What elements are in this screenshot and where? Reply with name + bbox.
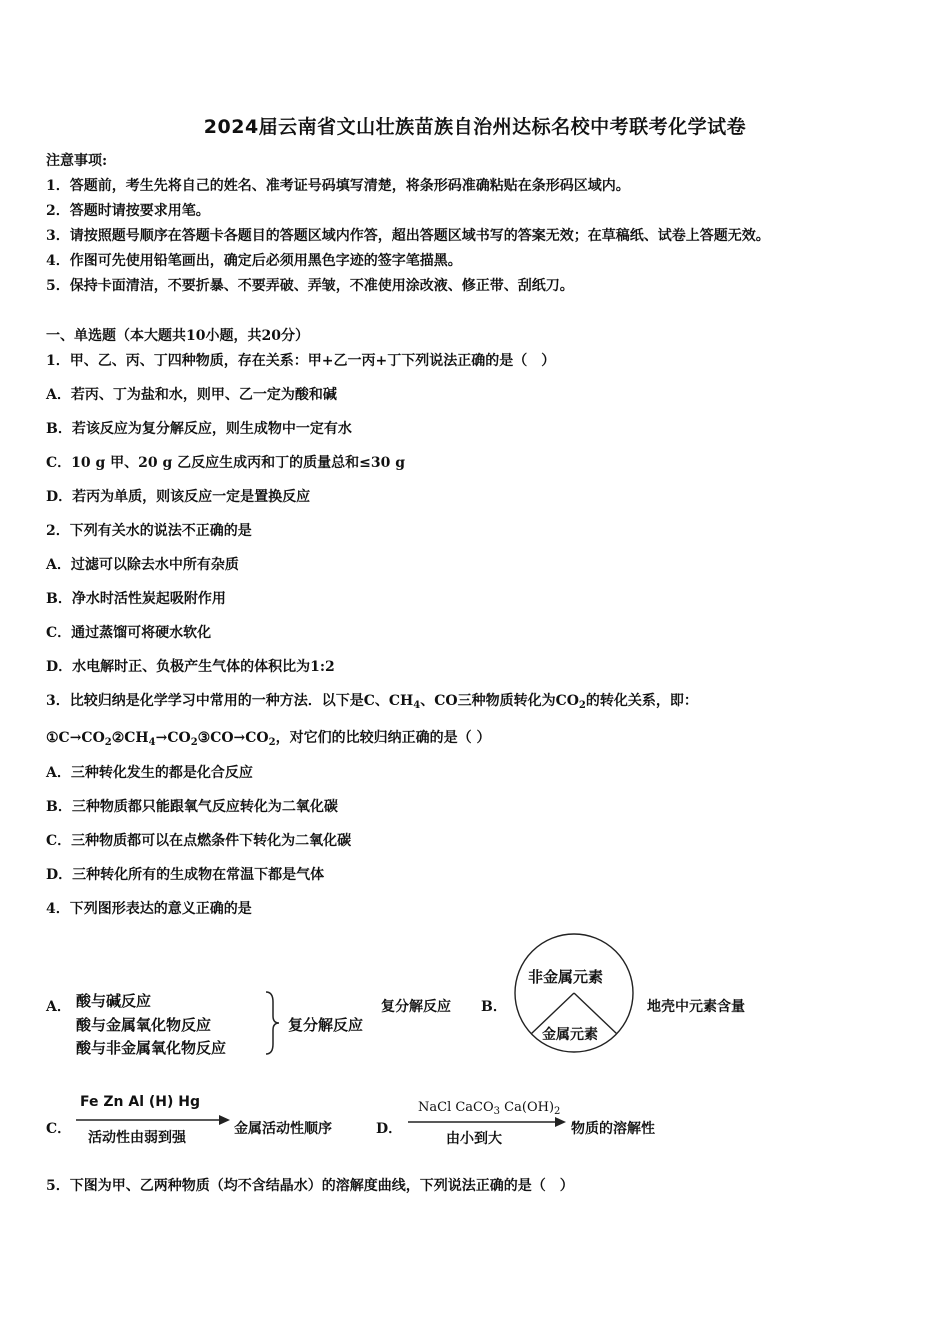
- q4-a-brace-label: 复分解反应: [288, 1016, 364, 1034]
- q4-d-caption: 物质的溶解性: [571, 1121, 655, 1137]
- q4-a-item: 酸与非金属氧化物反应: [76, 1039, 227, 1057]
- q4-c-caption: 金属活动性顺序: [234, 1121, 332, 1137]
- question-1-option-c: C．10 g 甲、20 g 乙反应生成丙和丁的质量总和≤30 g: [46, 455, 406, 471]
- question-3-option-c: C．三种物质都可以在点燃条件下转化为二氧化碳: [46, 833, 352, 849]
- q4-b-caption: 地壳中元素含量: [647, 999, 745, 1015]
- section-heading: 一、单选题（本大题共10小题，共20分）: [46, 328, 309, 344]
- question-3-stem: 3．比较归纳是化学学习中常用的一种方法．以下是C、$CH_4$、CO三种物质转化为$CO_2$的转化关系，即：: [46, 693, 698, 711]
- q4-a-caption: 复分解反应: [381, 999, 451, 1015]
- q4-c-metals: Fe Zn Al (H) Hg: [80, 1094, 200, 1110]
- q4-option-d-letter: D．: [376, 1121, 403, 1137]
- question-3-option-b: B．三种物质都只能跟氧气反应转化为二氧化碳: [46, 799, 338, 815]
- page-title: 2024届云南省文山壮族苗族自治州达标名校中考联考化学试卷: [203, 116, 747, 138]
- question-1-option-a: A．若丙、丁为盐和水，则甲、乙一定为酸和碱: [46, 387, 337, 403]
- q4-option-c-letter: C．: [46, 1121, 72, 1137]
- notice-heading: 注意事项:: [46, 153, 108, 169]
- notice-item: 4．作图可先使用铅笔画出，确定后必须用黑色字迹的签字笔描黑。: [46, 253, 462, 269]
- question-3-option-a: A．三种转化发生的都是化合反应: [46, 765, 253, 781]
- arrow-right-icon: [76, 1114, 232, 1126]
- question-3-reactions: $①C\to CO_2②CH_4\to CO_2③CO\to CO_2$，对它们的比较归纳正确的是（ ）: [46, 730, 491, 748]
- arrow-right-icon: [408, 1116, 568, 1128]
- question-2-stem: 2．下列有关水的说法不正确的是: [46, 523, 252, 539]
- q4-c-direction: 活动性由弱到强: [88, 1130, 186, 1146]
- notice-item: 1．答题前，考生先将自己的姓名、准考证号码填写清楚，将条形码准确粘贴在条形码区域内。: [46, 178, 630, 194]
- question-2-option-d: D．水电解时正、负极产生气体的体积比为1:2: [46, 659, 335, 675]
- question-3-option-d: D．三种转化所有的生成物在常温下都是气体: [46, 867, 325, 883]
- question-2-option-b: B．净水时活性炭起吸附作用: [46, 591, 226, 607]
- notice-item: 3．请按照题号顺序在答题卡各题目的答题区域内作答，超出答题区域书写的答案无效；在草稿纸、试卷上答题无效。: [46, 228, 770, 244]
- q4-a-item: 酸与碱反应: [76, 992, 152, 1010]
- pie-label-nonmetal: 非金属元素: [528, 968, 604, 986]
- q4-a-item: 酸与金属氧化物反应: [76, 1016, 212, 1034]
- question-5-stem: 5．下图为甲、乙两种物质（均不含结晶水）的溶解度曲线，下列说法正确的是（ ）: [46, 1178, 574, 1194]
- q4-option-b-letter: B．: [481, 999, 507, 1015]
- curly-brace-icon: [262, 990, 282, 1056]
- question-4-stem: 4．下列图形表达的意义正确的是: [46, 901, 252, 917]
- q4-d-direction: 由小到大: [446, 1131, 502, 1147]
- question-1-stem: 1．甲、乙、丙、丁四种物质，存在关系：甲+乙一丙+丁下列说法正确的是（ ）: [46, 353, 556, 369]
- pie-label-metal: 金属元素: [542, 1027, 598, 1043]
- question-2-option-a: A．过滤可以除去水中所有杂质: [46, 557, 239, 573]
- q4-d-compounds: NaCl CaCO$_3$ $Ca(OH)_2$: [418, 1100, 561, 1117]
- notice-item: 5．保持卡面清洁，不要折暴、不要弄破、弄皱，不准使用涂改液、修正带、刮纸刀。: [46, 278, 574, 294]
- q4-option-a-letter: A．: [46, 999, 71, 1015]
- notice-item: 2．答题时请按要求用笔。: [46, 203, 210, 219]
- question-1-option-b: B．若该反应为复分解反应，则生成物中一定有水: [46, 421, 352, 437]
- question-1-option-d: D．若丙为单质，则该反应一定是置换反应: [46, 489, 311, 505]
- question-2-option-c: C．通过蒸馏可将硬水软化: [46, 625, 212, 641]
